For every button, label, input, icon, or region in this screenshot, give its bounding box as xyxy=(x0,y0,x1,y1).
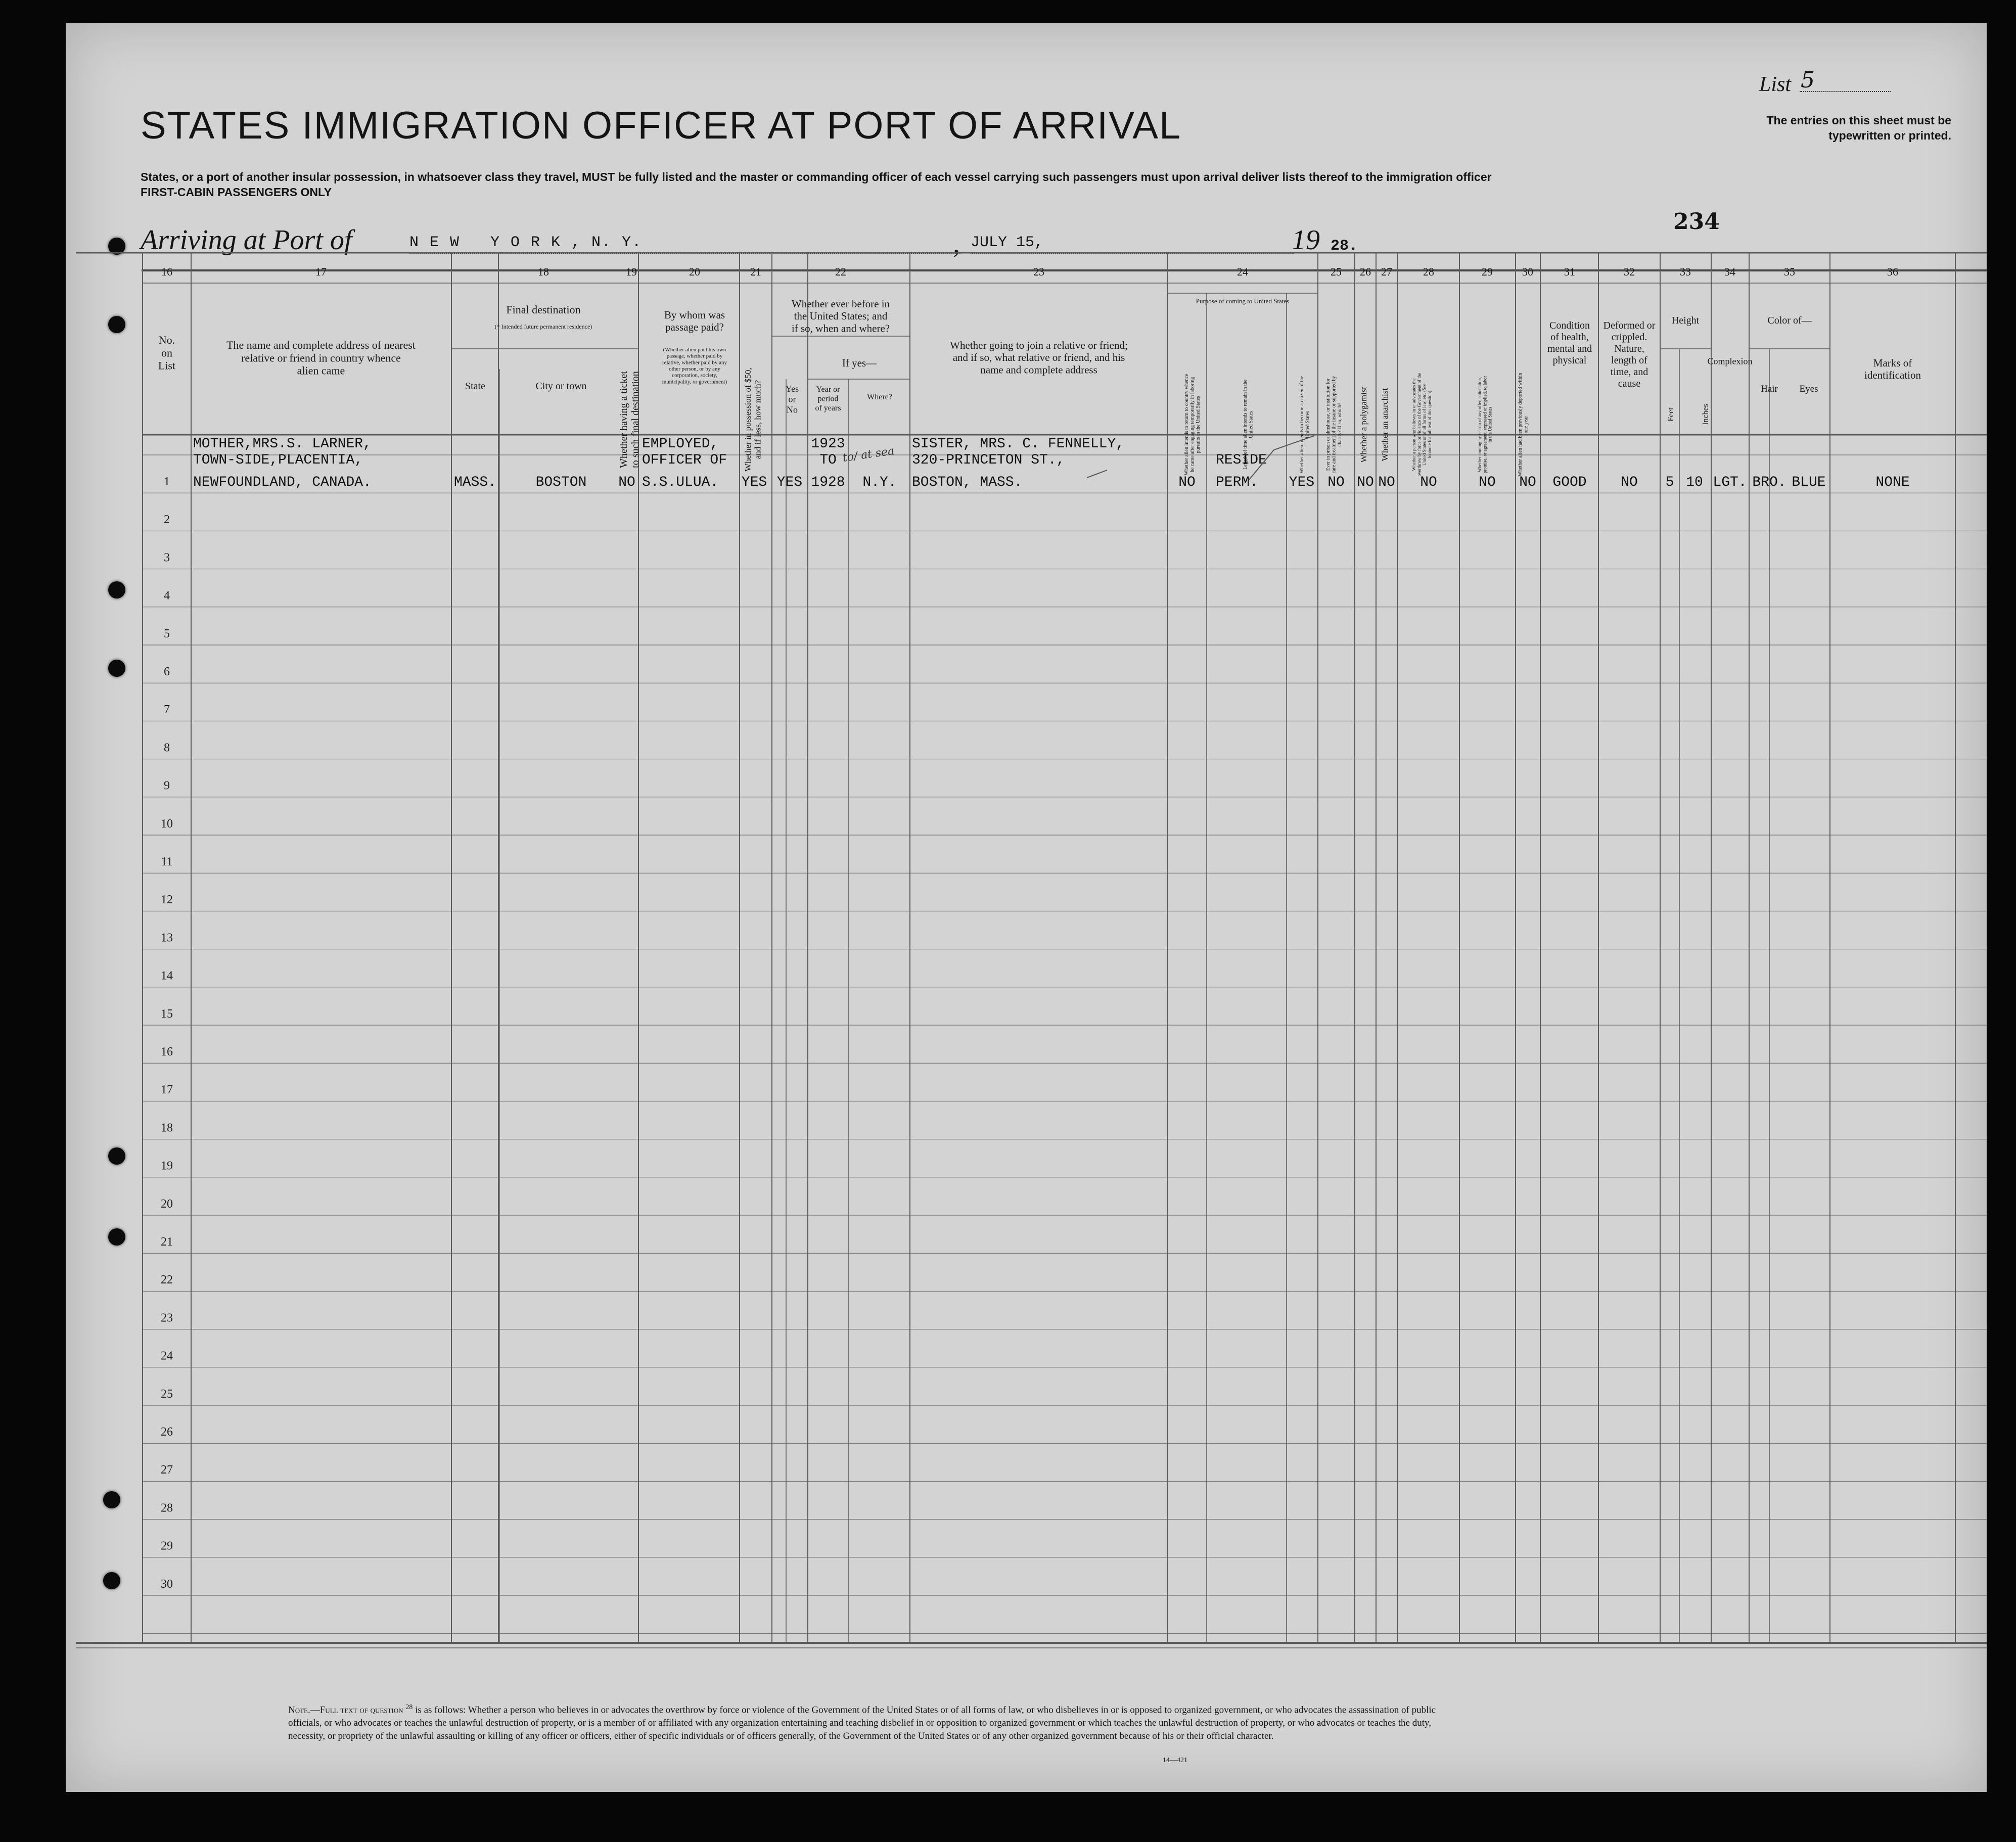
svg-text:Year or: Year or xyxy=(816,385,840,394)
svg-text:name and complete address: name and complete address xyxy=(980,363,1097,376)
header-eyes xyxy=(1800,384,1818,394)
svg-text:List: List xyxy=(158,359,176,372)
row-number: 1 xyxy=(164,475,170,488)
svg-text:care and treatment of the insa: care and treatment of the insane or supported by xyxy=(1331,376,1337,474)
header-anarchist xyxy=(1380,388,1390,462)
header-color-of xyxy=(1767,315,1812,326)
header-passage-note xyxy=(662,347,727,385)
svg-text:in the United States: in the United States xyxy=(1487,406,1493,443)
fifty-dollars-value: YES xyxy=(741,475,767,490)
svg-text:and if so, what relative or fr: and if so, what relative or friend, and his xyxy=(952,351,1125,364)
svg-text:corporation, society,: corporation, society, xyxy=(672,372,717,379)
handwritten-annotation: to/ at sea xyxy=(842,444,895,465)
svg-text:mental and: mental and xyxy=(1547,343,1592,354)
length-of-stay-line: RESIDE xyxy=(1216,452,1267,468)
separator-comma: , xyxy=(953,228,960,259)
svg-text:Whether an anarchist: Whether an anarchist xyxy=(1380,388,1390,462)
svg-text:United States: United States xyxy=(1305,411,1311,438)
svg-text:No: No xyxy=(787,404,798,415)
year-prefix: 19 xyxy=(1292,224,1320,256)
svg-text:he came after engaging tempora: he came after engaging temporarily in laboring xyxy=(1189,377,1196,473)
header-deported xyxy=(1518,373,1529,477)
svg-text:crippled.: crippled. xyxy=(1611,332,1647,343)
passage-paid-line: EMPLOYED, xyxy=(642,436,719,452)
svg-text:overthrow by force or violence: overthrow by force or violence of the Government of the xyxy=(1416,373,1422,477)
column-number-20: 20 xyxy=(689,265,700,278)
header-final-destination-note xyxy=(495,323,592,330)
header-contract-labor xyxy=(1477,376,1493,473)
svg-text:Whether a person who believes: Whether a person who believes in or advocates the xyxy=(1411,378,1416,471)
svg-text:relative, whether paid by any: relative, whether paid by any xyxy=(662,359,727,366)
svg-text:Yes: Yes xyxy=(785,384,799,394)
arriving-label: Arriving at Port of xyxy=(141,224,352,256)
row-number: 15 xyxy=(161,1007,173,1021)
arrival-date: JULY 15, xyxy=(971,234,1044,251)
header-going-to-join xyxy=(950,339,1128,376)
svg-text:passage, whether paid by: passage, whether paid by xyxy=(666,353,723,359)
svg-text:Condition: Condition xyxy=(1549,320,1590,331)
polygamist-value: NO xyxy=(1357,475,1374,490)
row-number: 2 xyxy=(164,513,170,527)
cabin-class-line: FIRST-CABIN PASSENGERS ONLY xyxy=(141,186,332,199)
health-value: GOOD xyxy=(1552,475,1587,490)
column-number-29: 29 xyxy=(1482,265,1493,278)
column-number-23: 23 xyxy=(1033,265,1044,278)
row-number: 19 xyxy=(161,1159,173,1173)
column-number-33: 33 xyxy=(1680,265,1691,278)
svg-text:if so, when and where?: if so, when and where? xyxy=(791,322,890,335)
svg-text:Eyes: Eyes xyxy=(1799,384,1818,394)
destination-state: MASS. xyxy=(453,475,497,490)
header-nearest-relative xyxy=(226,339,416,377)
row-number: 5 xyxy=(164,627,170,640)
overthrow-value: NO xyxy=(1420,475,1437,490)
check-mark xyxy=(1087,470,1107,478)
footnote-text: is as follows: Whether a person who believes in or advocates the overthrow by force or violence of the Government of the United States or of all forms of law, or who disbelieves in or is opposed to organized government, or who advocates the assassination of public officials, or who advocates or teaches the unlawful destruction of property, or is a member of or affiliated with any organization entertaining and teaching disbelief in or opposition to organized government or which teaches the unlawful destruction of property, or who advocates or teaches the duty, necessity, or propriety of the unlawful assaulting or killing of any officer or officers, either of specific individuals or of officers generally, of the Government of the United States or of any other organized government because of his or their official character. xyxy=(288,1705,1436,1742)
header-fifty-dollars xyxy=(743,367,763,471)
svg-text:Hair: Hair xyxy=(1761,384,1778,394)
svg-text:on: on xyxy=(161,346,172,359)
svg-text:of years: of years xyxy=(815,403,841,412)
svg-text:Color of—: Color of— xyxy=(1767,315,1812,326)
svg-text:(* Intended future permanent r: (* Intended future permanent residence) xyxy=(494,323,592,330)
hair-color: BRO. xyxy=(1752,475,1786,490)
header-year-period xyxy=(815,385,841,412)
contract-labor-value: NO xyxy=(1479,475,1496,490)
svg-text:Whether alien intends to retur: Whether alien intends to return to country whence xyxy=(1184,374,1189,476)
row-number: 12 xyxy=(161,893,173,907)
svg-text:Whether alien had been previou: Whether alien had been previously deported within xyxy=(1518,373,1523,477)
row-number: 8 xyxy=(164,741,170,755)
header-state xyxy=(465,381,485,392)
column-number-36: 36 xyxy=(1887,265,1898,278)
svg-text:Whether in possession of $50,: Whether in possession of $50, xyxy=(743,367,753,472)
column-number-19: 19 xyxy=(626,265,637,278)
row-number: 24 xyxy=(161,1349,173,1363)
header-intends-return xyxy=(1184,374,1201,475)
header-city xyxy=(535,381,586,392)
relative-address-line: MOTHER,MRS.S. LARNER, xyxy=(193,436,372,452)
list-number: 5 xyxy=(1801,67,1815,93)
column-number-30: 30 xyxy=(1522,265,1533,278)
port-value: N E W Y O R K , N. Y. xyxy=(409,234,643,251)
height-feet: 5 xyxy=(1665,475,1674,490)
header-where xyxy=(867,393,892,401)
list-label: List xyxy=(1759,73,1792,96)
eye-color: BLUE xyxy=(1792,475,1826,490)
header-final-destination xyxy=(506,303,580,316)
svg-text:time, and: time, and xyxy=(1610,366,1648,378)
svg-text:other person, or by any: other person, or by any xyxy=(669,365,720,372)
header-inches xyxy=(1701,404,1710,425)
column-number-28: 28 xyxy=(1423,265,1434,278)
svg-text:City or town: City or town xyxy=(535,381,587,392)
height-inches: 10 xyxy=(1686,475,1703,490)
header-ticket xyxy=(618,371,641,468)
row-number: 29 xyxy=(161,1539,173,1553)
header-complexion xyxy=(1708,356,1753,366)
svg-text:municipality, or government): municipality, or government) xyxy=(662,379,727,385)
years-line: 1928 xyxy=(811,475,845,490)
row-number: 25 xyxy=(161,1387,173,1401)
footnote-lead: Note.—Full text of question xyxy=(288,1705,403,1716)
ticket-value: NO xyxy=(618,475,635,490)
svg-text:Complexion: Complexion xyxy=(1707,356,1753,366)
header-overthrow xyxy=(1411,373,1432,477)
complexion-value: LGT. xyxy=(1713,475,1747,490)
row-number: 11 xyxy=(161,855,173,868)
row-number: 18 xyxy=(161,1121,173,1135)
column-number-22: 22 xyxy=(835,265,846,278)
sheet-number: 234 xyxy=(1673,209,1720,235)
row-number: 14 xyxy=(161,969,173,983)
column-number-31: 31 xyxy=(1564,265,1575,278)
page-title: STATES IMMIGRATION OFFICER AT PORT OF ARRIVAL xyxy=(141,104,1182,147)
svg-text:No.: No. xyxy=(158,334,175,346)
svg-text:of health,: of health, xyxy=(1550,332,1589,343)
relative-address-line: NEWFOUNDLAND, CANADA. xyxy=(193,475,372,490)
passage-paid-line: S.S.ULUA. xyxy=(642,475,719,490)
relative-address-line: TOWN-SIDE,PLACENTIA, xyxy=(193,452,363,468)
column-number-25: 25 xyxy=(1331,265,1342,278)
svg-text:Nature,: Nature, xyxy=(1614,343,1644,354)
svg-text:physical: physical xyxy=(1552,355,1587,366)
years-line: TO xyxy=(819,452,837,468)
svg-text:Feet: Feet xyxy=(1667,407,1675,422)
typewritten-notice: The entries on this sheet must be typewritten or printed. xyxy=(1766,114,1951,142)
header-marks xyxy=(1864,357,1921,381)
svg-text:to such final destination: to such final destination xyxy=(630,371,641,468)
svg-text:Length of time alien intends t: Length of time alien intends to remain in the xyxy=(1243,379,1248,470)
length-of-stay-line: PERM. xyxy=(1216,475,1259,490)
header-feet xyxy=(1667,407,1675,422)
where-value: N.Y. xyxy=(862,475,897,490)
header-before-in-us xyxy=(792,298,890,334)
svg-text:identification: identification xyxy=(1864,369,1921,382)
instruction-line: States, or a port of another insular possession, in whatsoever class they travel, MUST be fully listed and the master or commanding officer of each vessel carrying such passengers must upon arrival deliver lists thereof to the immigration officer xyxy=(141,170,1492,183)
svg-text:Whether coming by reason of an: Whether coming by reason of any offer, solicitation, xyxy=(1477,377,1482,473)
header-height xyxy=(1672,315,1700,326)
svg-text:By whom was: By whom was xyxy=(664,309,725,321)
svg-text:period: period xyxy=(817,394,839,403)
svg-text:Purpose of coming to United St: Purpose of coming to United States xyxy=(1196,297,1290,305)
header-deformed xyxy=(1603,320,1656,389)
deformed-value: NO xyxy=(1621,475,1638,490)
column-number-34: 34 xyxy=(1724,265,1735,278)
row-number: 9 xyxy=(164,779,170,793)
column-number-27: 27 xyxy=(1381,265,1392,278)
row-number: 16 xyxy=(161,1045,173,1058)
header-no-on-list xyxy=(158,334,175,372)
svg-text:alien came: alien came xyxy=(297,364,345,377)
svg-text:relative or friend in country: relative or friend in country whence xyxy=(241,351,401,364)
join-relative-line: SISTER, MRS. C. FENNELLY, xyxy=(912,436,1125,452)
column-number-16: 16 xyxy=(161,265,172,278)
column-number-17: 17 xyxy=(315,265,327,278)
column-number-18: 18 xyxy=(538,265,549,278)
svg-text:or: or xyxy=(788,394,796,404)
join-relative-line: BOSTON, MASS. xyxy=(912,475,1023,490)
identification-marks: NONE xyxy=(1875,475,1910,490)
year-suffix: 28. xyxy=(1331,238,1358,255)
column-number-26: 26 xyxy=(1360,265,1371,278)
header-purpose xyxy=(1196,297,1290,305)
svg-text:United States or of all forms: United States or of all forms of law, etc. (See xyxy=(1422,383,1427,466)
svg-text:and if less, how much?: and if less, how much? xyxy=(753,380,763,459)
before-in-us-value: YES xyxy=(776,475,803,490)
destination-city: BOSTON xyxy=(535,475,587,490)
header-if-yes xyxy=(842,357,877,369)
row-number: 23 xyxy=(161,1311,173,1325)
svg-text:charity? If so, which?: charity? If so, which? xyxy=(1337,402,1343,447)
svg-text:If yes—: If yes— xyxy=(842,357,877,369)
citizen-value: YES xyxy=(1289,475,1315,490)
row-number: 28 xyxy=(161,1501,173,1515)
svg-text:Height: Height xyxy=(1671,315,1700,326)
row-number: 4 xyxy=(164,589,170,603)
svg-text:State: State xyxy=(465,381,485,392)
svg-text:Whether going to join a relati: Whether going to join a relative or friend; xyxy=(950,339,1128,351)
svg-text:Ever in prison or almshouse, o: Ever in prison or almshouse, or institution for xyxy=(1325,378,1331,471)
header-polygamist xyxy=(1359,387,1368,463)
svg-text:the United States; and: the United States; and xyxy=(794,310,888,323)
footnote-question-number: 28 xyxy=(405,1703,413,1711)
svg-text:Whether a polygamist: Whether a polygamist xyxy=(1359,386,1368,463)
row-number: 13 xyxy=(161,931,173,945)
passage-paid-line: OFFICER OF xyxy=(642,452,727,468)
row-number: 21 xyxy=(161,1235,173,1249)
svg-text:length of: length of xyxy=(1611,355,1647,366)
header-yes-or-no xyxy=(786,384,799,415)
header-health xyxy=(1547,320,1592,366)
row-number: 6 xyxy=(164,665,170,678)
header-hair xyxy=(1761,384,1778,394)
svg-text:promise, or agreement, express: promise, or agreement, expressed or implied, to labor xyxy=(1482,376,1488,474)
svg-text:Whether having a ticket: Whether having a ticket xyxy=(618,371,629,468)
header-prison xyxy=(1325,376,1343,474)
svg-text:Where?: Where? xyxy=(867,393,892,401)
svg-text:footnote for full text of this: footnote for full text of this question) xyxy=(1427,391,1433,458)
svg-text:Whether alien intends to becom: Whether alien intends to become a citizen of the xyxy=(1299,376,1305,474)
row-number: 10 xyxy=(161,817,173,831)
column-number-32: 32 xyxy=(1624,265,1635,278)
years-line: 1923 xyxy=(811,436,845,452)
deported-value: NO xyxy=(1519,475,1536,490)
svg-text:Whether ever before in: Whether ever before in xyxy=(791,298,890,310)
return-intent-value: NO xyxy=(1178,475,1196,490)
svg-text:Deformed or: Deformed or xyxy=(1603,320,1656,331)
svg-text:(Whether alien paid his own: (Whether alien paid his own xyxy=(663,347,726,353)
row-number: 27 xyxy=(161,1463,173,1477)
header-passage-paid xyxy=(664,309,725,333)
row-number: 3 xyxy=(164,551,170,565)
svg-text:cause: cause xyxy=(1618,378,1641,389)
column-number-35: 35 xyxy=(1784,265,1795,278)
row-number: 17 xyxy=(161,1083,173,1097)
column-number-24: 24 xyxy=(1237,265,1248,278)
column-number-21: 21 xyxy=(750,265,761,278)
svg-text:one year: one year xyxy=(1523,416,1529,434)
svg-text:United States: United States xyxy=(1248,411,1254,438)
row-number: 30 xyxy=(161,1577,173,1591)
form-number: 14—421 xyxy=(1163,1757,1187,1764)
row-number: 22 xyxy=(161,1273,173,1287)
svg-text:passage paid?: passage paid? xyxy=(665,321,724,334)
svg-text:pursuits in the United States: pursuits in the United States xyxy=(1196,396,1201,453)
header-become-citizen xyxy=(1299,376,1311,474)
row-number: 26 xyxy=(161,1425,173,1439)
row-number: 20 xyxy=(161,1197,173,1211)
svg-text:Marks of: Marks of xyxy=(1873,357,1912,369)
join-relative-line: 320-PRINCETON ST., xyxy=(912,452,1065,468)
row-number: 7 xyxy=(164,703,170,717)
anarchist-value: NO xyxy=(1378,475,1395,490)
svg-text:Inches: Inches xyxy=(1701,404,1710,425)
prison-value: NO xyxy=(1327,475,1345,490)
svg-text:Final destination: Final destination xyxy=(506,303,581,316)
svg-text:The name and complete address: The name and complete address of nearest xyxy=(226,339,416,351)
